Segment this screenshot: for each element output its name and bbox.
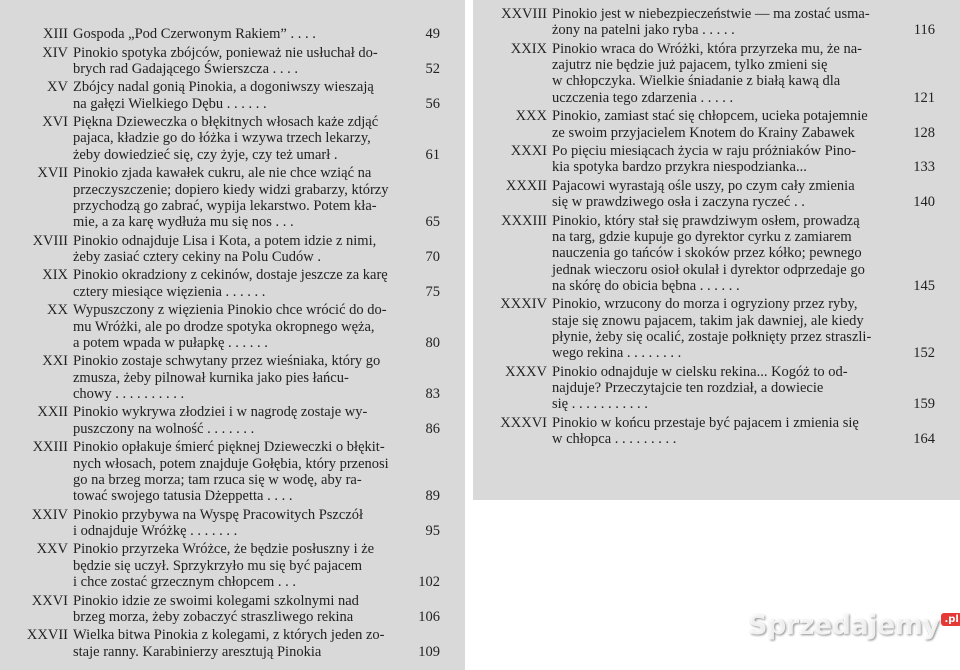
chapter-number: XIII (43, 26, 68, 42)
page-number: 145 (913, 277, 935, 294)
chapter-title-line: i chce zostać grzecznym chłopcem . . . (73, 574, 297, 590)
sprzedajemy-watermark (748, 610, 960, 641)
chapter-number: XXXII (505, 177, 547, 194)
chapter-number: XXXIV (500, 296, 547, 313)
chapter-title-line: Pinokio wraca do Wróżki, która przyrzeka mu, że na- (552, 40, 862, 57)
chapter-title-line: przychodzą go zabrać, wypija lekarstwo. Potem kła- (73, 197, 377, 214)
chapter-title-line: Pinokio okradziony z cekinów, dostaje jeszcze za karę (73, 267, 388, 284)
watermark-text: Sprzedajemy (748, 610, 940, 641)
chapter-title-line: w chłopczyka. Wielkie śniadanie z białą kawą dla (552, 73, 841, 90)
chapter-title-line: Zbójcy nadal gonią Pinokia, a dogoniwszy wieszają (73, 79, 374, 96)
chapter-title-line: go na brzeg morza; tam rzuca się w wodę, aby ra- (73, 471, 362, 488)
chapter-title-line: ze swoim przyjacielem Knotem do Krainy Zabawek (552, 124, 855, 141)
chapter-number: XXV (36, 541, 68, 558)
chapter-number: XVI (42, 114, 68, 131)
chapter-title-line: a potem wpada w pułapkę . . . . . . (73, 334, 268, 351)
chapter-title-line: wego rekina . . . . . . . . (552, 345, 682, 362)
chapter-title-line: nych włosach, potem znajduje Gołębia, który przenosi (73, 455, 389, 472)
chapter-title-line: Pinokio zostaje schwytany przez wieśniaka, który go (73, 353, 381, 370)
chapter-title-line: nauczenia go tańców i skoków przez kółko; pewnego (552, 245, 862, 262)
chapter-title-line: żeby zasiać cztery cekiny na Polu Cudów . (73, 248, 322, 265)
chapter-title-line: Pinokio w końcu przestaje być pajacem i zmienia się (552, 414, 859, 431)
chapter-title-line: mie, a za karę wydłuża mu się nos . . . (73, 214, 294, 231)
chapter-title-line: Wielka bitwa Pinokia z kolegami, z których jeden zo- (73, 627, 385, 644)
chapter-title-line: mu Wróżki, ale po drodze spotyka okropnego węża, (73, 318, 375, 335)
page-number: 164 (913, 431, 935, 448)
chapter-title-line: Pinokio opłakuje śmierć pięknej Dzieweczki o błękit- (73, 439, 385, 456)
chapter-title-line: Gospoda „Pod Czerwonym Rakiem” . . . . (73, 26, 316, 42)
page-number: 102 (418, 574, 440, 590)
page-number: 121 (913, 89, 935, 106)
chapter-title-line: Pinokio wykrywa złodziei i w nagrodę zostaje wy- (73, 404, 368, 421)
page-number: 52 (425, 60, 440, 77)
chapter-title-line: Pinokio przyrzeka Wróżce, że będzie posłuszny i że (73, 541, 375, 558)
chapter-number: XXX (515, 108, 547, 125)
chapter-title-line: brzeg morza, żeby zobaczyć straszliwego rekina (73, 608, 354, 625)
chapter-number: XX (47, 302, 68, 319)
page-number: 80 (425, 334, 440, 351)
page-number: 75 (425, 283, 440, 300)
chapter-title-line: w chłopca . . . . . . . . . (552, 431, 677, 448)
page-number: 83 (425, 385, 440, 402)
chapter-number: XIX (42, 267, 68, 284)
page-number: 140 (913, 194, 935, 211)
chapter-title-line: kia spotyka bardzo przykra niespodzianka... (552, 159, 807, 176)
chapter-title-line: najduje? Przeczytajcie ten rozdział, a dowiecie (552, 380, 824, 396)
chapter-title-line: i odnajduje Wróżkę . . . . . . . (73, 522, 238, 539)
chapter-number: XXVI (31, 592, 68, 609)
chapter-title-line: Pajacowi wyrastają ośle uszy, po czym cały zmienia (552, 177, 855, 194)
chapter-title-line: Pinokio, który stał się prawdziwym osłem, prowadzą (552, 212, 860, 229)
toc-page-left (0, 0, 465, 670)
chapter-number: XIV (42, 44, 68, 61)
chapter-title-line: uczczenia tego zdarzenia . . . . . (552, 89, 734, 106)
chapter-title-line: cztery miesiące więzienia . . . . . . (73, 283, 266, 300)
chapter-title-line: zmusza, żeby pilnował kurnika jako pies łańcu- (73, 369, 349, 386)
chapter-title-line: puszczony na wolność . . . . . . . (73, 420, 255, 437)
page-number: 86 (425, 420, 440, 437)
chapter-number: XXI (42, 353, 68, 370)
chapter-title-line: Pinokio, wrzucony do morza i ogryziony przez ryby, (552, 296, 858, 313)
page-number: 65 (425, 214, 440, 231)
chapter-title-line: żeby dowiedzieć się, czy żyje, czy też umarł . (73, 146, 338, 163)
chapter-number: XXXIII (501, 212, 547, 229)
chapter-number: XXXI (510, 143, 547, 159)
page-number: 159 (913, 396, 935, 413)
chapter-number: XXXV (505, 363, 547, 380)
chapter-number: XXXVI (500, 414, 547, 431)
page-number: 89 (425, 488, 440, 505)
chapter-title-line: płynie, żeby się ocalić, zostaje połknięty przez straszli- (552, 328, 872, 345)
chapter-title-line: Pinokio przybywa na Wyspę Pracowitych Pszczół (73, 506, 364, 523)
chapter-title-line: tować swojego tatusia Dżeppetta . . . . (73, 488, 293, 505)
page-number: 109 (418, 643, 440, 660)
chapter-title-line: zajutrz nie będzie już pajacem, tylko zmieni się (552, 57, 828, 74)
chapter-number: XXVII (26, 627, 68, 644)
chapter-title-line: jednak wieczoru osioł okulał i dyrektor odprzedaje go (552, 261, 865, 278)
chapter-title-line: pajaca, kładzie go do łóżka i wzywa trzech lekarzy, (73, 130, 371, 147)
chapter-title-line: staje się znowu pajacem, takim jak dawniej, ale kiedy (552, 312, 864, 329)
chapter-title-line: przeczyszczenie; dopiero kiedy widzi grabarzy, którzy (73, 181, 389, 198)
chapter-number: XXIV (31, 506, 68, 523)
chapter-title-line: staje ranny. Karabinierzy aresztują Pinokia (73, 643, 322, 660)
chapter-title-line: będzie się uczył. Sprzykrzyło mu się być pajacem (73, 557, 363, 574)
chapter-number: XXVIII (501, 6, 547, 22)
chapter-title-line: Wypuszczony z więzienia Pinokio chce wrócić do do- (73, 302, 387, 319)
chapter-title-line: się w prawdziwego osła i zaczyna ryczeć . . (552, 194, 805, 211)
chapter-title-line: żony na patelni jako ryba . . . . . (552, 22, 735, 39)
chapter-title-line: Pinokio idzie ze swoimi kolegami szkolnymi nad (73, 592, 359, 609)
chapter-number: XVII (37, 165, 68, 182)
chapter-title-line: na targ, gdzie kupuje go dyrektor cyrku z zamiarem (552, 228, 852, 245)
chapter-title-line: chowy . . . . . . . . . . (73, 385, 185, 402)
chapter-title-line: się . . . . . . . . . . . (552, 396, 648, 413)
chapter-title-line: Piękna Dzieweczka o błękitnych włosach każe zdjąć (73, 114, 379, 131)
chapter-title-line: Po pięciu miesiącach życia w raju próżniaków Pino- (552, 143, 856, 159)
page-number: 61 (425, 146, 440, 163)
watermark-badge: .pl (941, 613, 960, 626)
chapter-title-line: brych rad Gadającego Świerszcza . . . . (73, 60, 299, 77)
page-number: 95 (425, 522, 440, 539)
page-number: 49 (425, 26, 440, 42)
chapter-number: XXIII (32, 439, 68, 456)
chapter-number: XXIX (510, 40, 547, 57)
page-number: 152 (913, 345, 935, 362)
chapter-title-line: na gałęzi Wielkiego Dębu . . . . . . (73, 95, 267, 112)
chapter-title-line: na skórę do obicia bębna . . . . . . (552, 277, 740, 294)
chapter-title-line: Pinokio spotyka zbójców, ponieważ nie usłuchał do- (73, 44, 378, 61)
chapter-title-line: Pinokio odnajduje Lisa i Kota, a potem idzie z nimi, (73, 232, 377, 249)
toc-page-right (473, 0, 960, 500)
page-number: 70 (425, 248, 440, 265)
page-number: 116 (913, 22, 935, 39)
chapter-number: XV (47, 79, 68, 96)
page-number: 128 (913, 124, 935, 141)
page-number: 106 (418, 608, 440, 625)
chapter-title-line: Pinokio, zamiast stać się chłopcem, ucieka potajemnie (552, 108, 868, 125)
chapter-title-line: Pinokio jest w niebezpieczeństwie — ma zostać usma- (552, 6, 870, 22)
chapter-title-line: Pinokio odnajduje w cielsku rekina... Kogóż to od- (552, 363, 848, 380)
page-number: 133 (913, 159, 935, 176)
chapter-title-line: Pinokio zjada kawałek cukru, ale nie chce wziąć na (73, 165, 372, 182)
chapter-number: XVIII (32, 232, 68, 249)
chapter-number: XXII (37, 404, 68, 421)
page-number: 56 (425, 95, 440, 112)
